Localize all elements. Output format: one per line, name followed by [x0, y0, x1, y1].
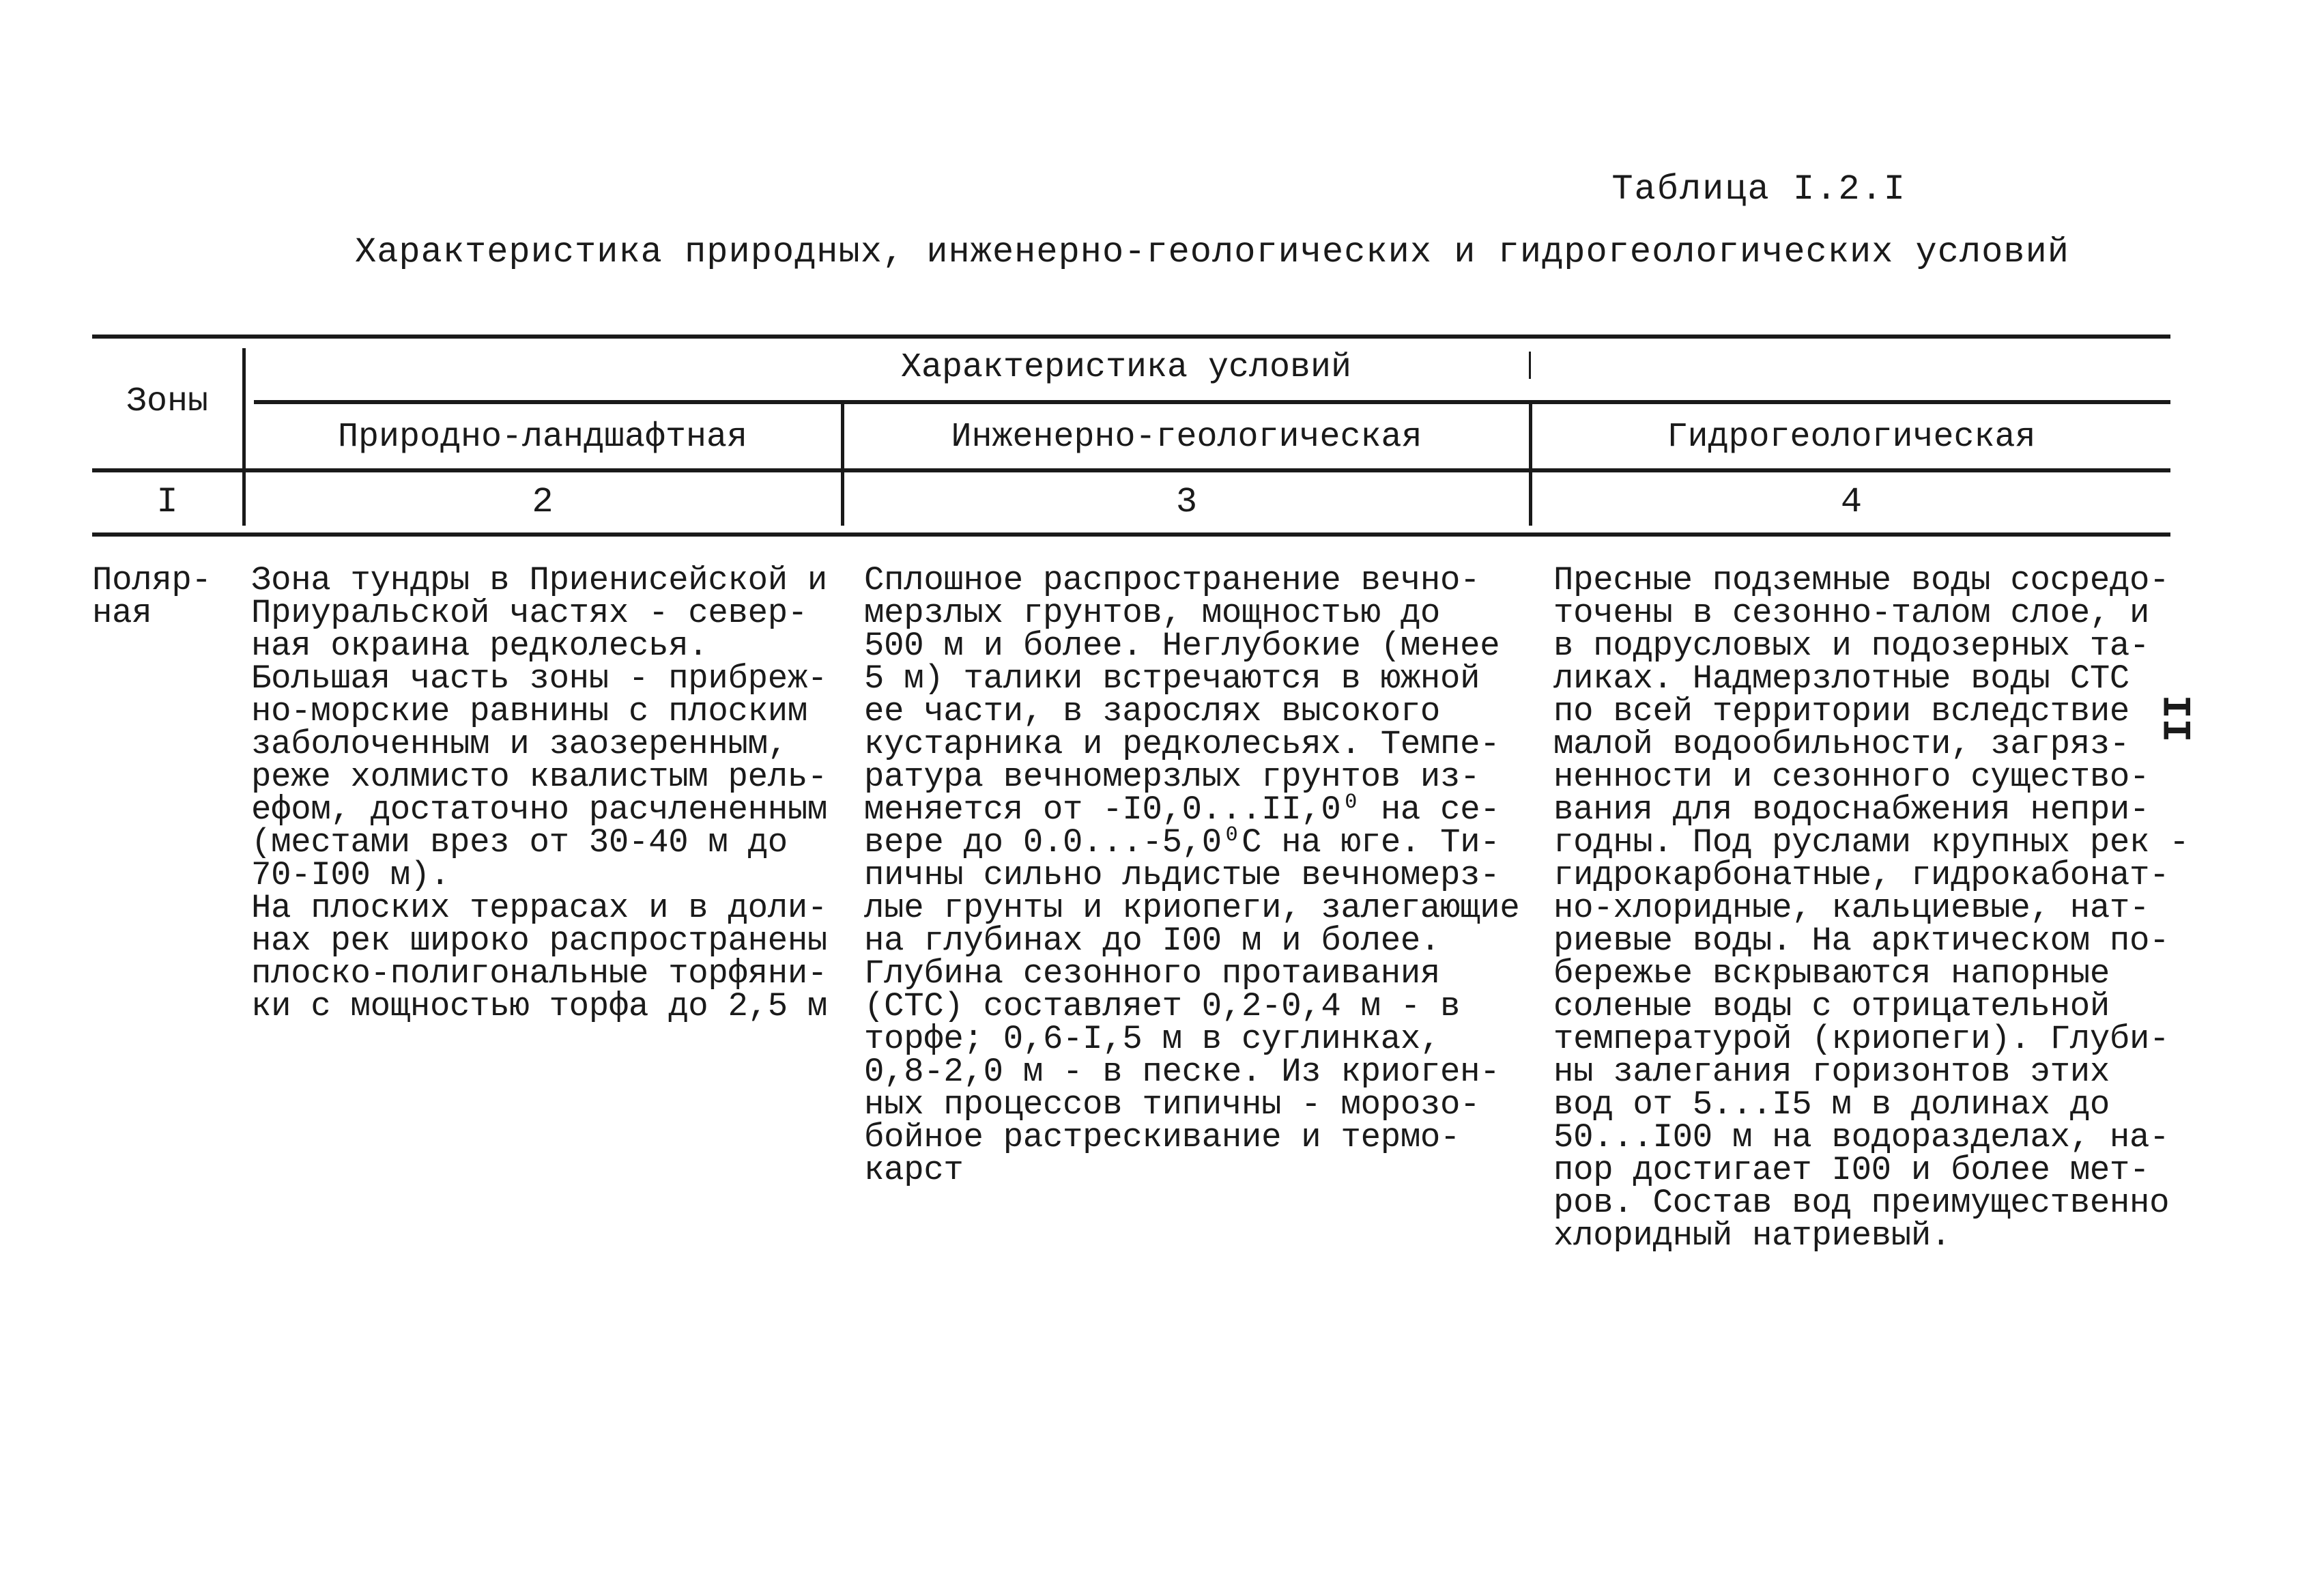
table-label: Таблица I.2.I [1611, 169, 1906, 210]
header-bottom-rule [92, 468, 2170, 472]
cell-zone: Поляр- ная [92, 561, 212, 632]
table-title: Характеристика природных, инженерно-геологических и гидрогеологических условий [355, 232, 2069, 272]
header-zones: Зоны [126, 382, 209, 421]
margin-mark: II [2151, 694, 2196, 743]
column-number-2: 2 [532, 482, 554, 522]
header-characteristics-group: Характеристика условий [900, 348, 1352, 387]
table-top-rule [92, 335, 2170, 339]
cell-landscape: Зона тундры в Приенисейской и Приуральской частях - север- ная окраина редколесья. Большая часть зоны - прибреж- но-морские равнины с плоским заболоченным и заозеренным, реже холмисто квалистым рель- ефом, достаточно расчлененным (местами врез от 30-40 м до 70-I00 м). На плоских террасах и в доли- нах рек широко распространены плоско-полигональные торфяни- ки с мощностью торфа до 2,5 м [251, 561, 828, 1025]
header-landscape: Природно-ландшафтная [337, 418, 748, 457]
header-engineering: Инженерно-геологическая [951, 418, 1422, 457]
header-hydro: Гидрогеологическая [1667, 418, 2036, 457]
cell-hydro: Пресные подземные воды сосредо- точены в сезонно-талом слое, и в подрусловых и подозерных та- ликах. Надмерзлотные воды СТС по всей территории вследствие малой водообильности, загряз- ненности и сезонного существо- вания для водоснабжения непри- годны. Под руслами крупных рек - гидрокарбонатные, гидрокабонат- но-хлоридные, кальциевые, нат- риевые воды. На арктическом по- бережье вскрываются напорные соленые воды с отрицательной температурой (криопеги). Глуби- ны залегания горизонтов этих вод от 5...I5 м в долинах до 50...I00 м на водоразделах, на- пор достигает I00 и более мет- ров. Состав вод преимущественно хлоридный натриевый. [1553, 561, 2190, 1255]
cell-engineering: Сплошное распространение вечно- мерзлых грунтов, мощностью до 500 м и более. Неглубокие (менее 5 м) талики встречаются в южной ее части, в зарослях высокого кустарника и редколесьях. Темпе- ратура вечномерзлых грунтов из- меняется от -I0,0...II,0⁰ на се- вере до 0.0...-5,0⁰С на юге. Ти- пичны сильно льдистые вечномерз- лые грунты и криопеги, залегающие на глубинах до I00 м и более. Глубина сезонного протаивания (СТС) составляет 0,2-0,4 м - в торфе; 0,6-I,5 м в суглинках, 0,8-2,0 м - в песке. Из криоген- ных процессов типичны - морозо- бойное растрескивание и термо- карст [864, 561, 1520, 1189]
column-number-1: I [156, 482, 178, 522]
group-header-rule [254, 400, 2170, 404]
column-numbers-rule [92, 532, 2170, 537]
column-number-3: 3 [1175, 482, 1198, 522]
column-number-4: 4 [1840, 482, 1863, 522]
